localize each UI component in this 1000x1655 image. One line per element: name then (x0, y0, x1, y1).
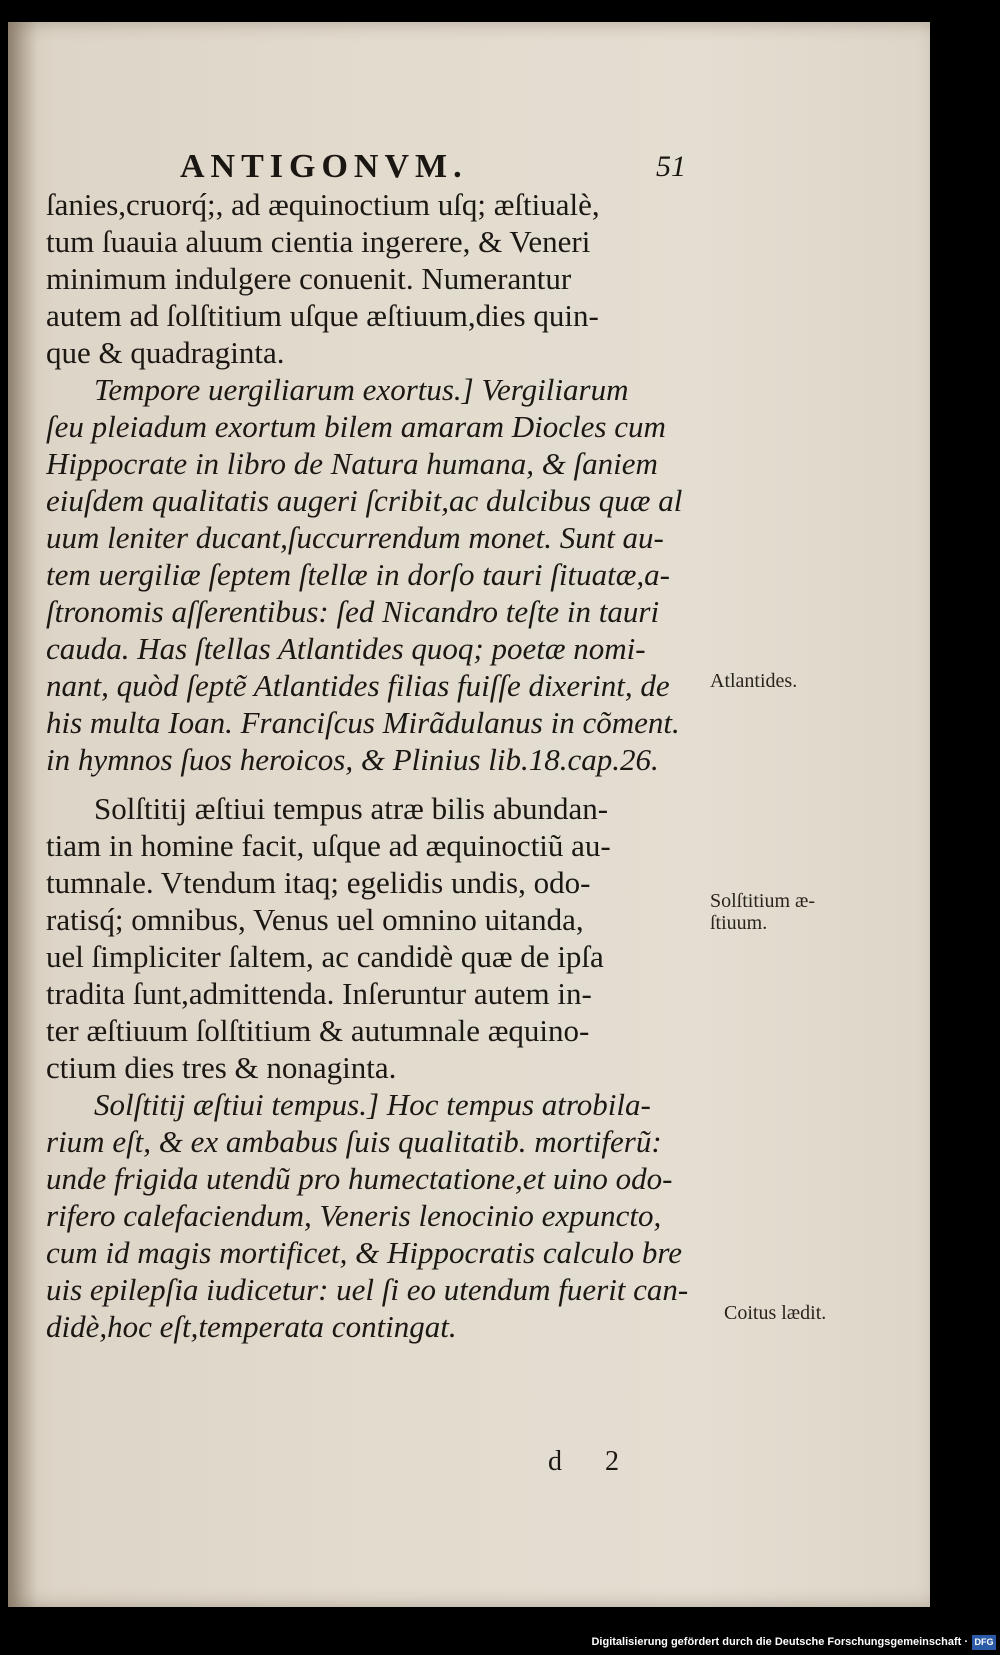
commentary-line: nant, quòd ſeptẽ Atlantides filias fuiſſe dixerint, de (46, 668, 670, 703)
text-line: autem ad ſolſtitium uſque æſtiuum,dies quin- (46, 298, 599, 333)
margin-note-atlantides: Atlantides. (710, 670, 798, 692)
text-line: uel ſimpliciter ſaltem, ac candidè quæ de ipſa (46, 939, 604, 974)
marginalia (8, 22, 930, 1607)
text-line: minimum indulgere conuenit. Numerantur (46, 261, 572, 296)
commentary-line: rium eſt, & ex ambabus ſuis qualitatib. mortiferũ: (46, 1124, 662, 1159)
commentary-line: cauda. Has ſtellas Atlantides quoq; poetæ nomi- (46, 631, 646, 666)
text-line: tumnale. Vtendum itaq; egelidis undis, odo- (46, 865, 591, 900)
text-line: ratisq́; omnibus, Venus uel omnino uitanda, (46, 902, 584, 937)
commentary-line: tem uergiliæ ſeptem ſtellæ in dorſo tauri ſituatæ,a- (46, 557, 670, 592)
text-line: Solſtitij æſtiui tempus atræ bilis abundan- (94, 791, 609, 826)
commentary-line: uis epilepſia iudicetur: uel ſi eo utendum fuerit can- (46, 1272, 689, 1307)
text-line: tum ſuauia aluum cientia ingerere, & Veneri (46, 224, 591, 259)
commentary-line: his multa Ioan. Franciſcus Mirãdulanus in cõment. (46, 705, 680, 740)
margin-note-coitus: Coitus lædit. (724, 1302, 827, 1324)
commentary-line: didè,hoc eſt,temperata contingat. (46, 1309, 457, 1344)
signature-mark: d 2 (548, 1446, 637, 1477)
text-line: ter æſtiuum ſolſtitium & autumnale æquino- (46, 1013, 590, 1048)
margin-note-solstitium-2: ſtiuum. (710, 912, 768, 934)
commentary-line: cum id magis mortificet, & Hippocratis calculo bre (46, 1235, 682, 1270)
text-line: ctium dies tres & nonaginta. (46, 1050, 397, 1085)
text-line: que & quadraginta. (46, 335, 285, 370)
text-line: tradita ſunt,admittenda. Inſeruntur autem in- (46, 976, 592, 1011)
text-line: tiam in homine facit, uſque ad æquinoctiũ au- (46, 828, 611, 863)
folio-number: 51 (656, 150, 686, 183)
digitization-footer (0, 1632, 1000, 1655)
commentary-line: unde frigida utendũ pro humectatione,et uino odo- (46, 1161, 673, 1196)
commentary-line: Tempore uergiliarum exortus.] Vergiliarum (94, 372, 629, 407)
commentary-line: ſeu pleiadum exortum bilem amaram Diocles cum (46, 409, 666, 444)
commentary-line: eiuſdem qualitatis augeri ſcribit,ac dulcibus quæ al (46, 483, 683, 518)
funding-credit: Digitalisierung gefördert durch die Deutsche Forschungsgemeinschaft · (591, 1636, 968, 1648)
commentary-line: ſtronomis aſſerentibus: ſed Nicandro teſte in tauri (46, 594, 660, 629)
book-page (8, 22, 930, 1607)
commentary-line: Solſtitij æſtiui tempus.] Hoc tempus atrobila- (94, 1087, 651, 1122)
text-line: ſanies,cruorq́;, ad æquinoctium uſq; æſtiualè, (46, 187, 600, 222)
dfg-logo-icon: DFG (972, 1635, 996, 1650)
commentary-line: Hippocrate in libro de Natura humana, & ſaniem (46, 446, 658, 481)
commentary-line: rifero calefaciendum, Veneris lenocinio expuncto, (46, 1198, 662, 1233)
commentary-line: in hymnos ſuos heroicos, & Plinius lib.18.cap.26. (46, 742, 659, 777)
margin-note-solstitium-1: Solſtitium æ- (710, 890, 816, 912)
commentary-line: uum leniter ducant,ſuccurrendum monet. Sunt au- (46, 520, 664, 555)
running-head: ANTIGONVM. (180, 148, 468, 185)
